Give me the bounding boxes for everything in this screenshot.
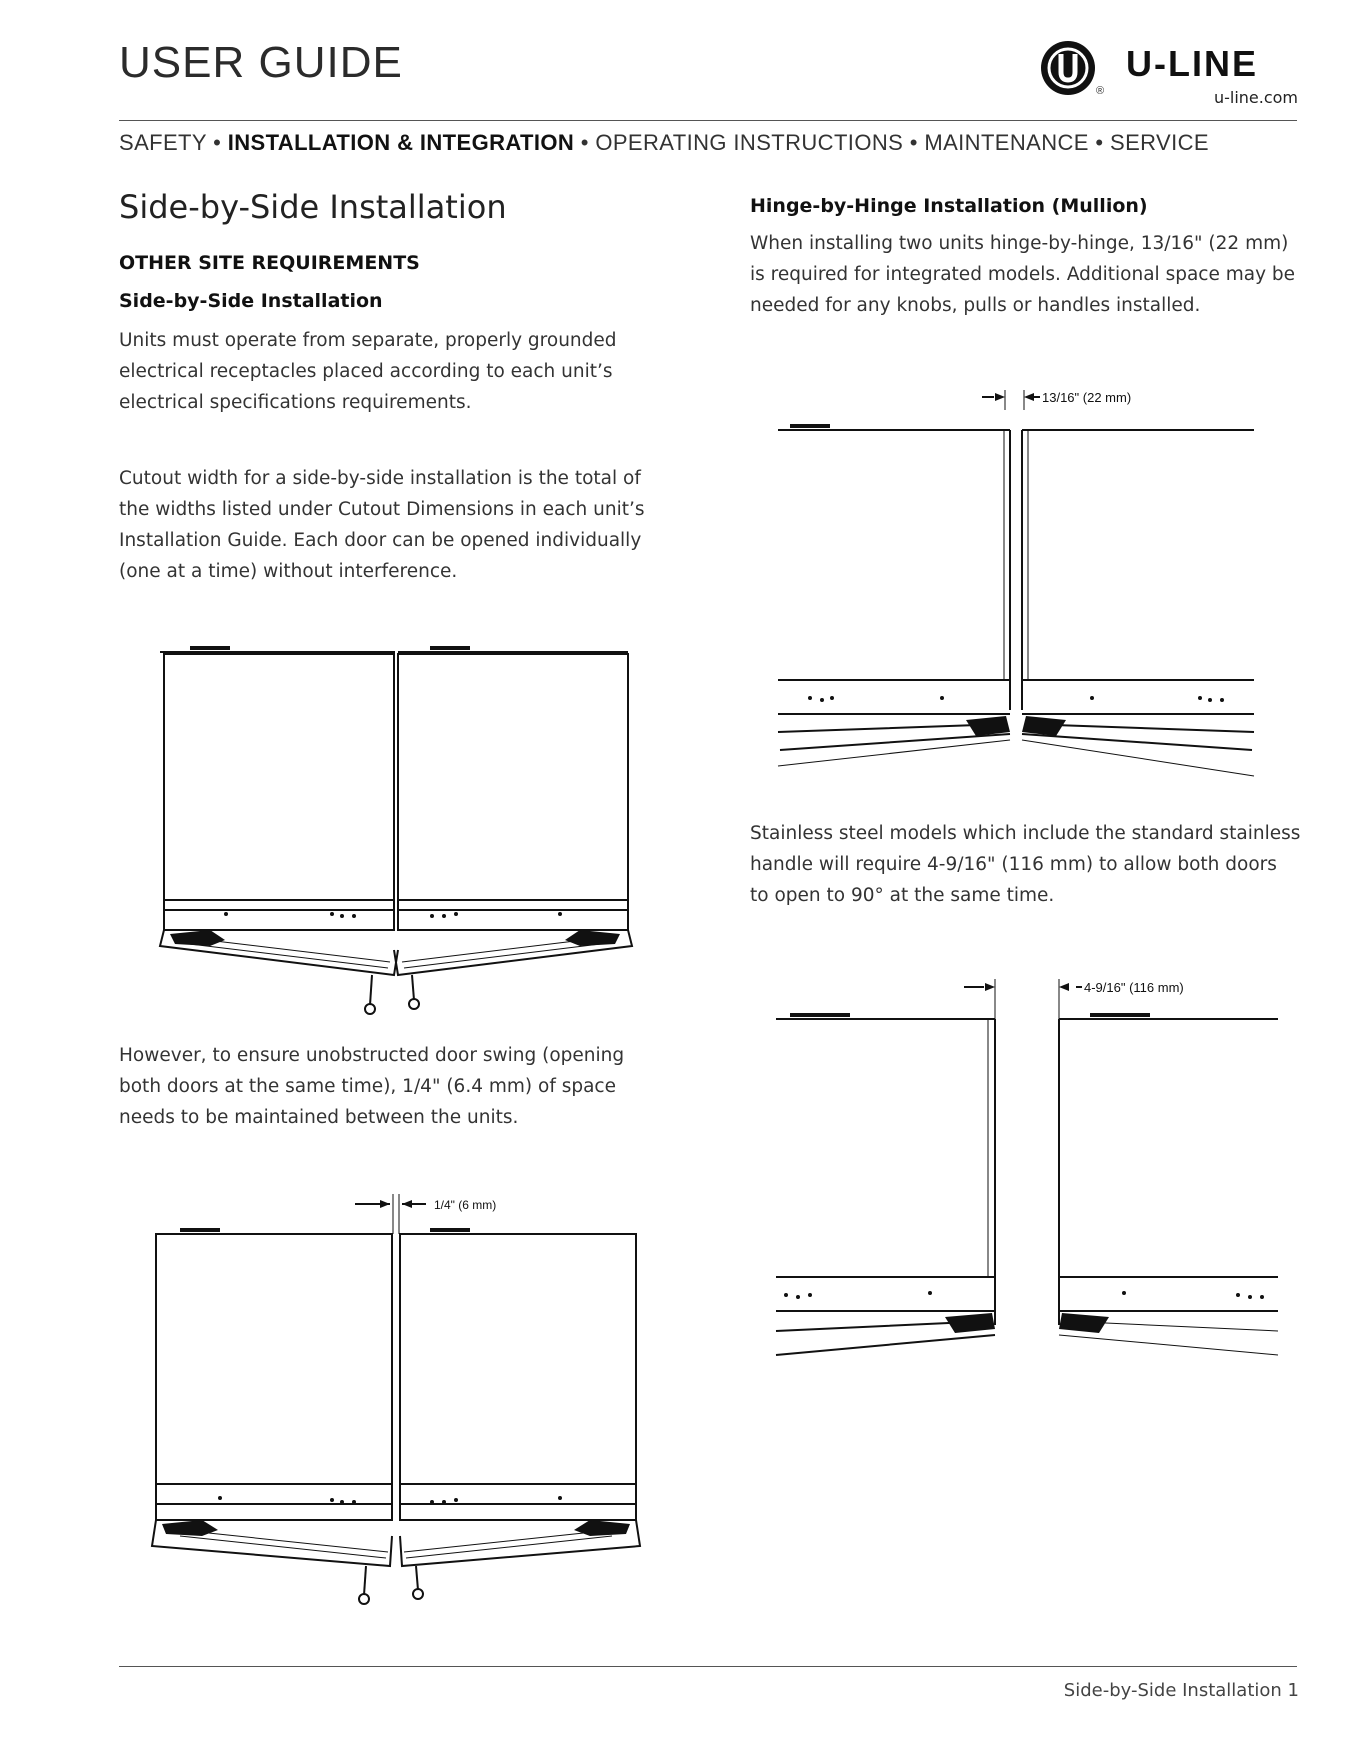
paragraph-receptacles xyxy=(119,325,679,418)
diagram-quarter-inch-gap xyxy=(140,1190,650,1610)
brand-name: U-LINE xyxy=(1126,43,1258,84)
text-line: When installing two units hinge-by-hinge, 13/16" (22 mm) xyxy=(750,233,1289,254)
mullion-heading: Hinge-by-Hinge Installation (Mullion) xyxy=(750,195,1148,217)
nav-separator: • xyxy=(574,130,596,155)
brand-url[interactable]: u-line.com xyxy=(1213,88,1298,107)
text-line: is required for integrated models. Additional space may be xyxy=(750,264,1296,285)
section-nav xyxy=(119,130,1299,156)
subsubsection-heading: Side-by-Side Installation xyxy=(119,290,383,312)
dimension-label-stainless: 4-9/16" (116 mm) xyxy=(1084,980,1184,995)
nav-separator: • xyxy=(903,130,925,155)
text-line: handle will require 4-9/16" (116 mm) to allow both doors xyxy=(750,854,1277,875)
nav-separator: • xyxy=(1088,130,1111,155)
nav-item-service[interactable]: SERVICE xyxy=(1110,130,1210,155)
dimension-label-quarter-inch: 1/4" (6 mm) xyxy=(434,1198,497,1212)
page-title: USER GUIDE xyxy=(119,38,403,87)
text-line: However, to ensure unobstructed door swing (opening xyxy=(119,1045,625,1066)
text-line: the widths listed under Cutout Dimensions in each unit’s xyxy=(119,499,645,520)
text-line: Stainless steel models which include the standard stainless xyxy=(750,823,1301,844)
diagram-stainless-gap xyxy=(770,975,1290,1365)
text-line: to open to 90° at the same time. xyxy=(750,885,1055,906)
paragraph-cutout-width xyxy=(119,463,679,587)
text-line: Units must operate from separate, properly grounded xyxy=(119,330,617,351)
text-line: both doors at the same time), 1/4" (6.4 mm) of space xyxy=(119,1076,616,1097)
nav-item-safety[interactable]: SAFETY xyxy=(119,130,207,155)
text-line: Installation Guide. Each door can be opened individually xyxy=(119,530,642,551)
text-line: needed for any knobs, pulls or handles installed. xyxy=(750,295,1201,316)
text-line: Cutout width for a side-by-side installation is the total of xyxy=(119,468,641,489)
section-heading: Side-by-Side Installation xyxy=(119,188,507,226)
nav-item-operating[interactable]: OPERATING INSTRUCTIONS xyxy=(595,130,904,155)
paragraph-hinge-by-hinge xyxy=(750,228,1310,321)
paragraph-door-swing xyxy=(119,1040,679,1133)
dimension-label-mullion: 13/16" (22 mm) xyxy=(1042,390,1132,405)
nav-separator: • xyxy=(206,130,228,155)
header-divider xyxy=(119,120,1297,121)
subsection-heading: OTHER SITE REQUIREMENTS xyxy=(119,252,420,274)
registered-mark: ® xyxy=(1096,85,1105,97)
nav-item-maintenance[interactable]: MAINTENANCE xyxy=(924,130,1089,155)
text-line: electrical specifications requirements. xyxy=(119,392,472,413)
diagram-side-by-side xyxy=(150,640,640,1020)
page-footer: Side-by-Side Installation 1 xyxy=(1063,1680,1299,1701)
footer-divider xyxy=(119,1666,1297,1667)
nav-item-installation[interactable]: INSTALLATION & INTEGRATION xyxy=(227,130,575,155)
diagram-mullion-gap xyxy=(770,380,1260,780)
text-line: needs to be maintained between the units. xyxy=(119,1107,519,1128)
text-line: electrical receptacles placed according to each unit’s xyxy=(119,361,613,382)
paragraph-stainless-handle xyxy=(750,818,1310,911)
text-line: (one at a time) without interference. xyxy=(119,561,458,582)
